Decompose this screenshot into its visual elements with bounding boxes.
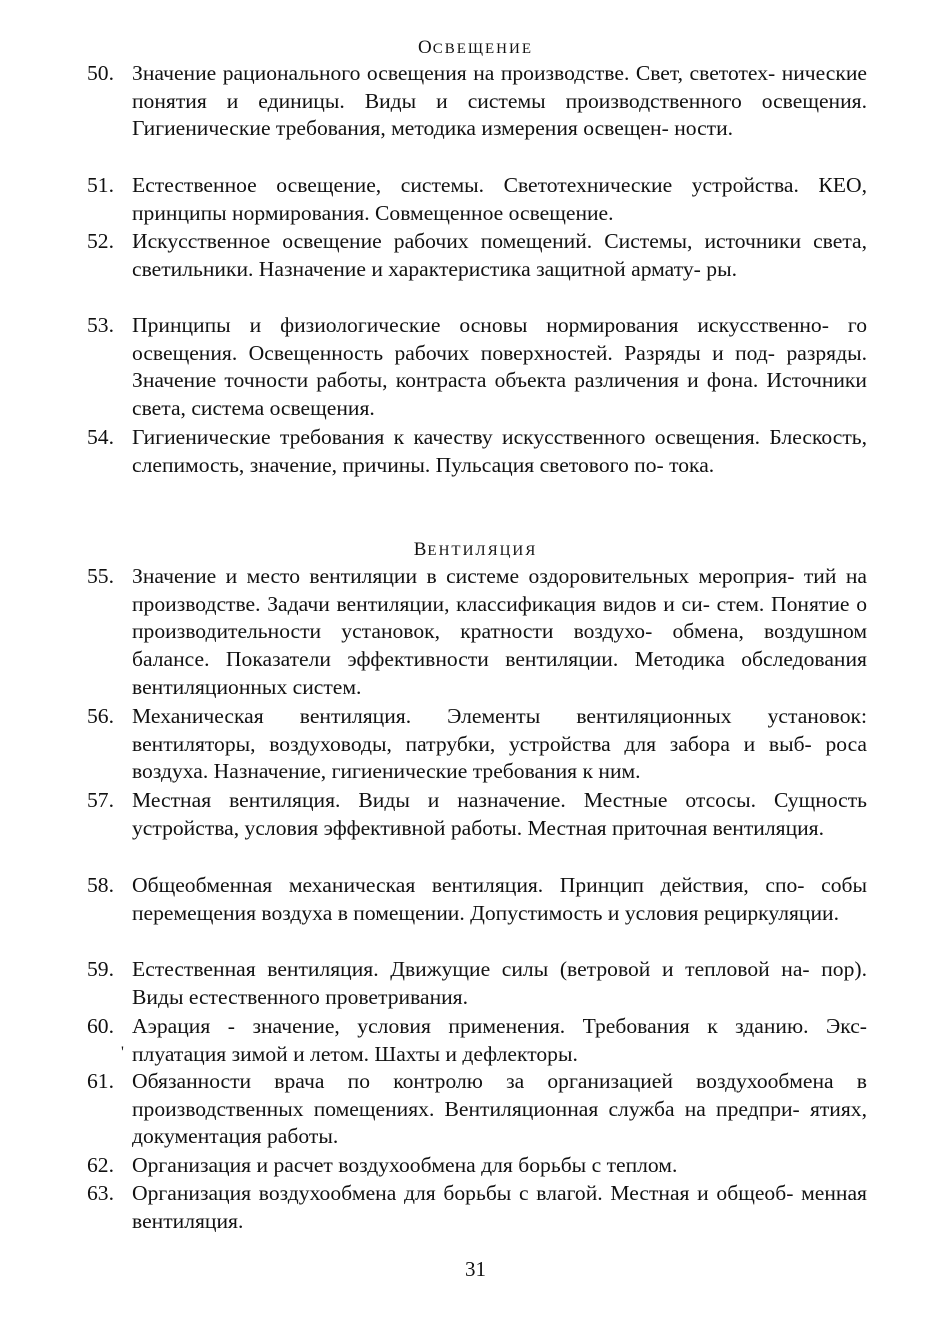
item-text xyxy=(132,1013,867,1068)
list-item-56 xyxy=(87,703,867,786)
item-text xyxy=(132,60,867,143)
section-heading-initial: В xyxy=(413,539,428,560)
list-item-54 xyxy=(87,424,867,479)
section-heading-rest: СВЕЩЕНИЕ xyxy=(432,41,534,57)
item-number: 55. xyxy=(87,564,114,588)
text-line: освещения. Гигиенические требования, методика измерения освещен- xyxy=(132,88,867,141)
text-line: Организация воздухообмена для борьбы с влагой. Местная и общеоб- xyxy=(132,1181,794,1205)
text-line: устройства, условия эффективной работы. Местная приточная xyxy=(132,815,708,840)
text-line: Механическая вентиляция. Элементы вентиляционных установок: xyxy=(132,704,867,728)
list-item-59 xyxy=(87,956,867,1011)
item-text xyxy=(132,563,867,702)
list-item-53 xyxy=(87,312,867,423)
text-line: пор). Виды естественного проветривания. xyxy=(132,957,867,1009)
text-line: плуатация зимой и летом. Шахты и дефлекторы. xyxy=(132,1041,578,1066)
page-number: 31 xyxy=(465,1257,486,1281)
text-line: ности. xyxy=(674,116,734,141)
text-line: тока. xyxy=(669,452,715,477)
item-text xyxy=(132,956,867,1011)
text-line: обмена, воздушном балансе. Показатели эффективности вентиляции. xyxy=(132,619,868,672)
text-line: КЕО, принципы нормирования. Совмещенное освещение. xyxy=(132,173,867,225)
item-number: 63. xyxy=(87,1181,114,1205)
item-text xyxy=(132,1152,867,1180)
item-number: 58. xyxy=(87,873,114,897)
text-line: Блескость, слепимость, значение, причины. Пульсация светового по- xyxy=(132,425,867,477)
item-text xyxy=(132,312,867,423)
section-heading-rest: ЕНТИЛЯЦИЯ xyxy=(427,543,538,559)
text-line: Обязанности врача по контролю за организацией воздухообмена в xyxy=(132,1069,867,1093)
section-heading-initial: О xyxy=(417,37,433,58)
text-line: Значение рационального освещения на производстве. Свет, светотех- xyxy=(132,61,776,85)
text-line: света, светильники. Назначение и характеристика защитной армату- xyxy=(132,229,867,281)
text-line: Методика обследования вентиляционных систем. xyxy=(132,647,867,699)
text-line: менная вентиляция. xyxy=(132,1181,867,1233)
text-line: го освещения. Освещенность рабочих поверхностей. Разряды и под- xyxy=(132,313,867,365)
text-line: Значение и место вентиляции в системе оздоровительных мероприя- xyxy=(132,564,795,588)
list-item-62 xyxy=(87,1152,867,1180)
text-line: роса воздуха. Назначение, гигиенические требования к ним. xyxy=(132,731,868,784)
item-text xyxy=(132,787,867,842)
item-number: 62. xyxy=(87,1153,114,1177)
text-line: вентиляция. xyxy=(712,815,825,840)
text-line: Искусственное освещение рабочих помещений. Системы, источники xyxy=(132,229,801,253)
text-line: производственных помещениях. Вентиляционная служба на предпри- xyxy=(132,1096,800,1121)
item-text xyxy=(132,872,867,927)
item-number: 60. xyxy=(87,1014,114,1038)
text-line: вентиляторы, воздуховоды, патрубки, устройства для забора и выб- xyxy=(132,731,812,756)
text-line: Принципы и физиологические основы нормирования искусственно- xyxy=(132,313,829,337)
text-line: тий на производстве. Задачи вентиляции, классификация видов и си- xyxy=(132,564,868,616)
text-line: Аэрация - значение, условия применения. Требования к зданию. Экс- xyxy=(132,1014,867,1038)
list-item-63 xyxy=(87,1180,867,1235)
text-line: Общеобменная механическая вентиляция. Принцип действия, спо- xyxy=(132,873,805,897)
item-number: 51. xyxy=(87,173,114,197)
item-text xyxy=(132,703,867,786)
item-number: 59. xyxy=(87,957,114,981)
text-line: собы перемещения воздуха в помещении. Допустимость и условия xyxy=(132,873,867,925)
list-item-57 xyxy=(87,787,867,842)
list-item-51 xyxy=(87,172,867,227)
item-text xyxy=(132,1180,867,1235)
list-item-50 xyxy=(87,60,867,143)
list-item-61 xyxy=(87,1068,867,1151)
item-text xyxy=(132,424,867,479)
section-heading-ventilation xyxy=(0,540,951,560)
text-line: фона. Источники света, система освещения. xyxy=(132,368,867,421)
item-number: 52. xyxy=(87,229,114,253)
item-number: 61. xyxy=(87,1069,114,1093)
list-item-55 xyxy=(87,563,867,702)
text-line: разряды. Значение точности работы, контраста объекта различения и xyxy=(132,340,867,393)
item-number: 57. xyxy=(87,788,114,812)
text-line: Естественное освещение, системы. Светотехнические устройства. xyxy=(132,173,799,197)
item-number: 50. xyxy=(87,61,114,85)
text-line: рециркуляции. xyxy=(703,900,839,925)
text-line: ятиях, документация работы. xyxy=(132,1096,867,1149)
item-number: 53. xyxy=(87,313,114,337)
item-number: 54. xyxy=(87,425,114,449)
text-line: Организация и расчет воздухообмена для борьбы с теплом. xyxy=(132,1153,678,1177)
text-line: Гигиенические требования к качеству искусственного освещения. xyxy=(132,425,761,449)
item-text xyxy=(132,172,867,227)
item-text xyxy=(132,1068,867,1151)
list-item-52 xyxy=(87,228,867,283)
list-item-58 xyxy=(87,872,867,927)
item-text xyxy=(132,228,867,283)
text-line: нические понятия и единицы. Виды и системы производственного xyxy=(132,61,867,113)
list-item-60 xyxy=(87,1013,867,1068)
text-line: Естественная вентиляция. Движущие силы (ветровой и тепловой на- xyxy=(132,957,810,981)
text-line: Местная вентиляция. Виды и назначение. Местные отсосы. Сущность xyxy=(132,788,867,812)
stray-mark: ' xyxy=(121,1044,124,1061)
section-heading-lighting xyxy=(0,38,951,58)
text-line: ры. xyxy=(706,256,737,281)
text-line: стем. Понятие о производительности установок, кратности воздухо- xyxy=(132,591,867,644)
item-number: 56. xyxy=(87,704,114,728)
